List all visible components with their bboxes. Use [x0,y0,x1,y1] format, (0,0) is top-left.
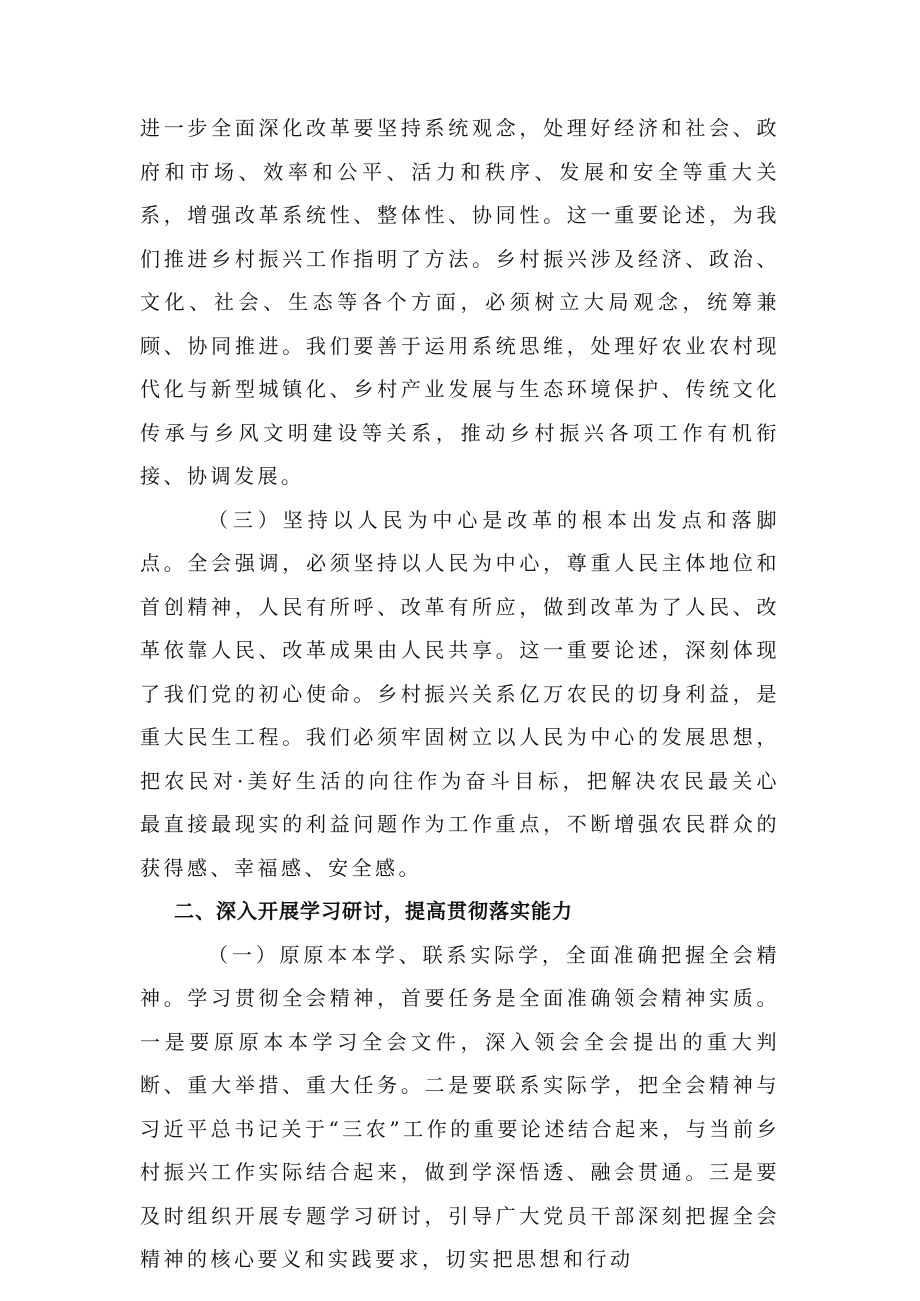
body-paragraph-section-three: （三）坚持以人民为中心是改革的根本出发点和落脚点。全会强调，必须坚持以人民为中心，尊重人民主体地位和首创精神，人民有所呼、改革有所应，做到改革为了人民、改革依靠人民、改革成果由人民共享。这一重要论述，深刻体现了我们党的初心使命。乡村振兴关系亿万农民的切身利益，是重大民生工程。我们必须牢固树立以人民为中心的发展思想，把农民对·美好生活的向往作为奋斗目标，把解决农民最关心最直接最现实的利益问题作为工作重点，不断增强农民群众的获得感、幸福感、安全感。 [140,507,780,880]
document-body [140,107,780,1282]
section-heading-two: 二、深入开展学习研讨，提高贯彻落实能力 [174,899,573,923]
body-paragraph-continuation: 进一步全面深化改革要坚持系统观念，处理好经济和社会、政府和市场、效率和公平、活力和秩序、发展和安全等重大关系，增强改革系统性、整体性、协同性。这一重要论述，为我们推进乡村振兴工作指明了方法。乡村振兴涉及经济、政治、文化、社会、生态等各个方面，必须树立大局观念，统筹兼顾、协同推进。我们要善于运用系统思维，处理好农业农村现代化与新型城镇化、乡村产业发展与生态环境保护、传统文化传承与乡风文明建设等关系，推动乡村振兴各项工作有机衔接、协调发展。 [140,116,780,488]
body-paragraph-subsection-one: （一）原原本本学、联系实际学，全面准确把握全会精神。学习贯彻全会精神，首要任务是全面准确领会精神实质。一是要原原本本学习全会文件，深入领会全会提出的重大判断、重大举措、重大任务。二是要联系实际学，把全会精神与习近平总书记关于“三农”工作的重要论述结合起来，与当前乡村振兴工作实际结合起来，做到学深悟透、融会贯通。三是要及时组织开展专题学习研讨，引导广大党员干部深刻把握全会精神的核心要义和实践要求，切实把思想和行动 [140,942,780,1271]
